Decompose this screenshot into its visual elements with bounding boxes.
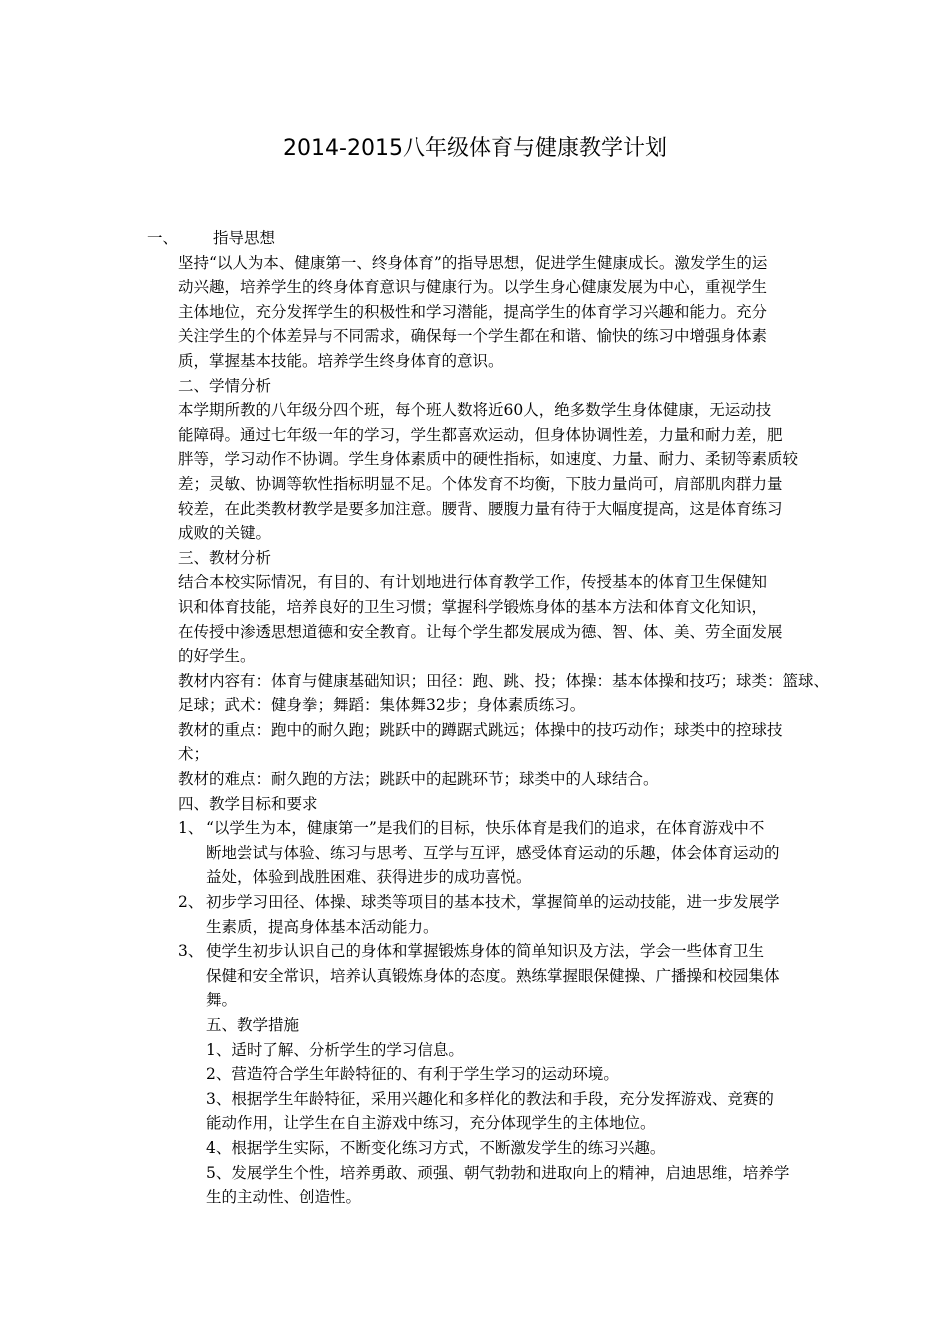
document-title: 2014-2015八年级体育与健康教学计划 xyxy=(283,136,667,161)
paragraph-line: 教材的难点：耐久跑的方法；跳跃中的起跳环节；球类中的人球结合。 xyxy=(178,770,659,789)
paragraph-line: 教材的重点：跑中的耐久跑；跳跃中的蹲踞式跳远；体操中的技巧动作；球类中的控球技 xyxy=(178,720,783,739)
list-item-text: 使学生初步认识自己的身体和掌握锻炼身体的简单知识及方法，学会一些体育卫生 xyxy=(206,942,765,961)
paragraph-line: 结合本校实际情况，有目的、有计划地进行体育教学工作，传授基本的体育卫生保健知 xyxy=(178,573,768,592)
paragraph-line: 能动作用，让学生在自主游戏中练习，充分体现学生的主体地位。 xyxy=(206,1114,656,1133)
paragraph-line: 质，掌握基本技能。培养学生终身体育的意识。 xyxy=(178,351,504,370)
section-heading-teaching-goals: 四、教学目标和要求 xyxy=(178,794,318,813)
list-item xyxy=(0,816,950,841)
document-body xyxy=(0,226,950,1210)
list-item-text: “以学生为本，健康第一”是我们的目标，快乐体育是我们的追求，在体育游戏中不 xyxy=(206,819,765,838)
paragraph-line: 1、适时了解、分析学生的学习信息。 xyxy=(206,1040,464,1059)
paragraph-line: 3、根据学生年龄特征，采用兴趣化和多样化的教法和手段，充分发挥游戏、竞赛的 xyxy=(206,1089,774,1108)
paragraph-line: 术； xyxy=(178,745,210,764)
paragraph-line: 动兴趣，培养学生的终身体育意识与健康行为。以学生身心健康发展为中心，重视学生 xyxy=(178,278,768,297)
list-item-continuation: 益处，体验到战胜困难、获得进步的成功喜悦。 xyxy=(206,868,532,887)
list-item-continuation: 断地尝试与体验、练习与思考、互学与互评，感受体育运动的乐趣，体会体育运动的 xyxy=(206,843,780,862)
paragraph-line: 足球；武术：健身拳；舞蹈：集体舞32步；身体素质练习。 xyxy=(178,696,586,715)
paragraph-line: 关注学生的个体差异与不同需求，确保每一个学生都在和谐、愉快的练习中增强身体素 xyxy=(178,327,768,346)
list-item-number: 1、 xyxy=(178,819,204,838)
section-heading-guiding-ideology xyxy=(0,226,950,251)
list-item-continuation: 保健和安全常识，培养认真锻炼身体的态度。熟练掌握眼保健操、广播操和校园集体 xyxy=(206,966,780,985)
paragraph-line: 识和体育技能，培养良好的卫生习惯；掌握科学锻炼身体的基本方法和体育文化知识， xyxy=(178,597,768,616)
list-item-number: 2、 xyxy=(178,893,204,912)
list-item-number: 3、 xyxy=(178,942,204,961)
paragraph-line: 胖等，学习动作不协调。学生身体素质中的硬性指标，如速度、力量、耐力、柔韧等素质较 xyxy=(178,450,799,469)
section-number: 一、 xyxy=(147,229,179,247)
paragraph-line: 生的主动性、创造性。 xyxy=(206,1188,362,1207)
section-heading-text: 指导思想 xyxy=(213,229,276,247)
list-item-continuation: 生素质，提高身体基本活动能力。 xyxy=(206,917,439,936)
section-heading-material-analysis: 三、教材分析 xyxy=(178,548,272,567)
paragraph-line: 差；灵敏、协调等软性指标明显不足。个体发育不均衡，下肢力量尚可，肩部肌肉群力量 xyxy=(178,474,783,493)
paragraph-line: 坚持“以人为本、健康第一、终身体育”的指导思想，促进学生健康成长。激发学生的运 xyxy=(178,253,768,272)
paragraph-line: 主体地位，充分发挥学生的积极性和学习潜能，提高学生的体育学习兴趣和能力。充分 xyxy=(178,302,768,321)
list-item-continuation: 舞。 xyxy=(206,991,238,1010)
section-heading-student-analysis: 二、学情分析 xyxy=(178,376,272,395)
section-heading-teaching-measures: 五、教学措施 xyxy=(206,1016,300,1034)
paragraph-line: 5、发展学生个性，培养勇敢、顽强、朝气勃勃和进取向上的精神，启迪思维，培养学 xyxy=(206,1163,790,1182)
paragraph-line: 在传授中渗透思想道德和安全教育。让每个学生都发展成为德、智、体、美、劳全面发展 xyxy=(178,622,783,641)
paragraph-line: 4、根据学生实际，不断变化练习方式，不断激发学生的练习兴趣。 xyxy=(206,1138,666,1157)
paragraph-line: 2、营造符合学生年龄特征的、有利于学生学习的运动环境。 xyxy=(206,1065,619,1084)
paragraph-line: 的好学生。 xyxy=(178,647,256,666)
list-item-text: 初步学习田径、体操、球类等项目的基本技术，掌握简单的运动技能，进一步发展学 xyxy=(206,893,780,912)
paragraph-line: 较差，在此类教材教学是要多加注意。腰背、腰腹力量有待于大幅度提高，这是体育练习 xyxy=(178,499,783,518)
paragraph-line: 本学期所教的八年级分四个班，每个班人数将近60人，绝多数学生身体健康，无运动技 xyxy=(178,401,772,420)
paragraph-line: 能障碍。通过七年级一年的学习，学生都喜欢运动，但身体协调性差，力量和耐力差，肥 xyxy=(178,425,783,444)
list-item xyxy=(0,939,950,964)
list-item xyxy=(0,890,950,915)
paragraph-line: 成败的关键。 xyxy=(178,524,272,543)
paragraph-line: 教材内容有：体育与健康基础知识；田径：跑、跳、投；体操：基本体操和技巧；球类：篮球、 xyxy=(178,671,830,690)
